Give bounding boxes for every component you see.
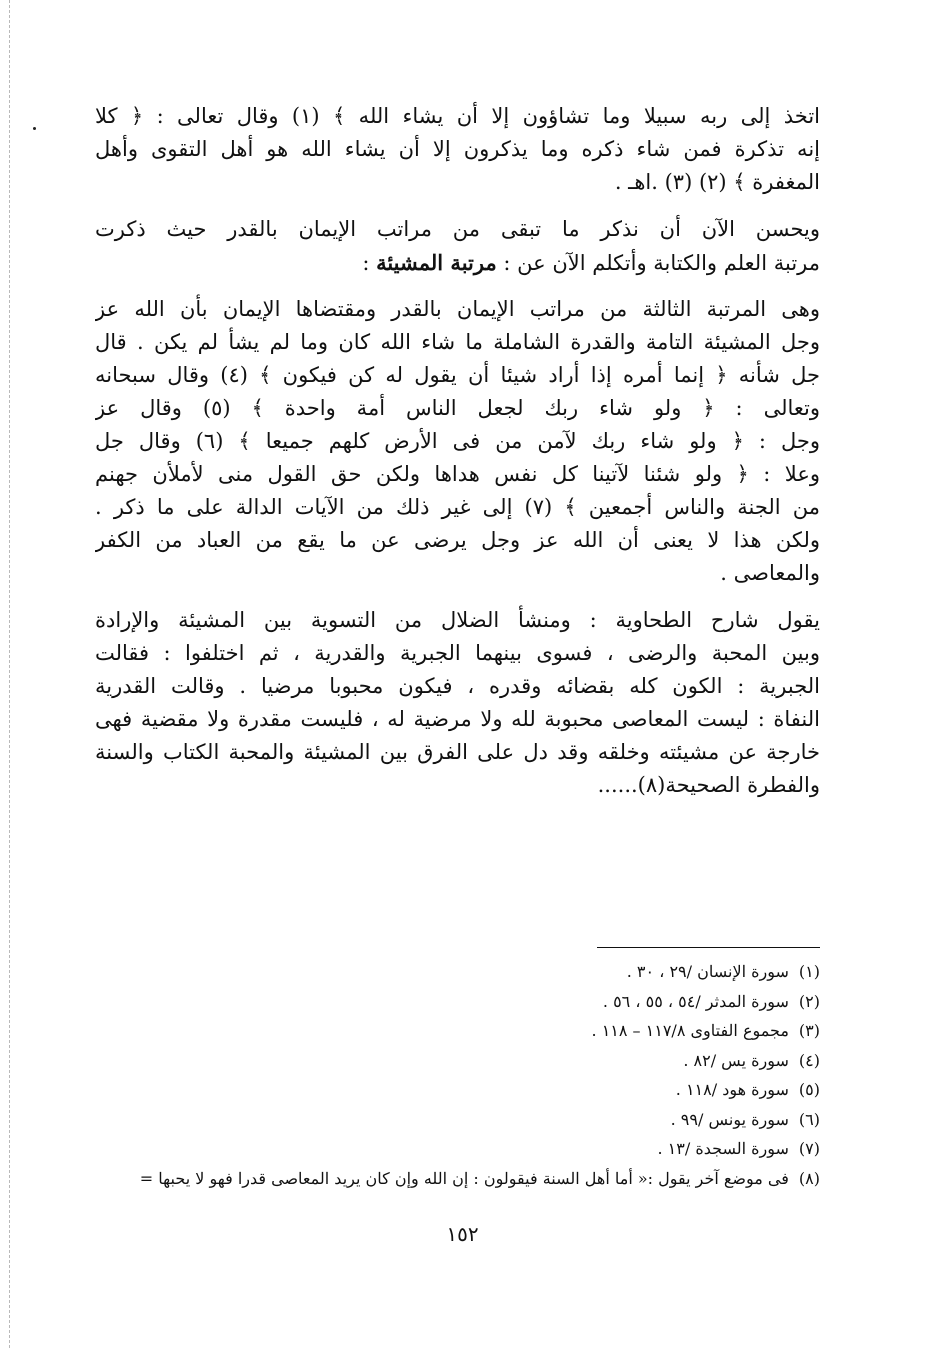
paragraph-3 <box>95 293 820 590</box>
footnote-number: (٧) <box>798 1139 820 1158</box>
footnotes <box>90 957 820 1193</box>
text-line-with-heading: مرتبة العلم والكتابة وأتكلم الآن عن : مرتبة المشيئة : <box>362 250 820 275</box>
text-line: من الجنة والناس أجمعين ﴾ (٧) إلى غير ذلك من الآيات الدالة على ما ذكر . <box>95 495 820 519</box>
footnote <box>90 1164 820 1194</box>
footnote-text: سورة هود /١١٨ . <box>675 1080 789 1099</box>
footnote-number: (٣) <box>798 1021 820 1040</box>
footnote-number: (٨) <box>798 1168 820 1188</box>
text-line: اتخذ إلى ربه سبيلا وما تشاؤون إلا أن يشاء الله ﴾ (١) وقال تعالى : ﴿ كلا <box>95 104 820 128</box>
heading-highlight: مرتبة المشيئة <box>376 250 497 275</box>
paragraph-1 <box>95 100 820 199</box>
margin-mark <box>33 127 36 130</box>
text-line: خارجة عن مشيئته وخلقه وقد دل على الفرق بين المشيئة والمحبة الكتاب والسنة <box>95 740 820 764</box>
footnote-separator <box>597 947 820 948</box>
text-line: المغفرة ﴾ (٢) (٣) .اهـ . <box>614 170 820 194</box>
text-line: وتعالى : ﴿ ولو شاء ربك لجعل الناس أمة واحدة ﴾ (٥) وقال عز <box>95 396 820 420</box>
text-line: وهى المرتبة الثالثة من مراتب الإيمان بالقدر ومقتضاها الإيمان بأن الله عز <box>95 297 820 321</box>
footnote-number: (٤) <box>798 1050 820 1070</box>
text-line: إنه تذكرة فمن شاء ذكره وما يذكرون إلا أن يشاء الله هو أهل التقوى وأهل <box>95 137 820 161</box>
text-line: ولكن هذا لا يعنى أن الله عز وجل يرضى عن ما يقع من العباد من الكفر <box>95 528 820 552</box>
footnote-number: (١) <box>798 962 820 981</box>
paragraph-4 <box>95 604 820 802</box>
footnote-number: (٢) <box>798 991 820 1011</box>
text-line: والفطرة الصحيحة(٨)...... <box>597 773 820 797</box>
footnote-text: سورة يونس /٩٩ . <box>670 1109 789 1129</box>
footnote <box>90 957 820 987</box>
footnote-text: سورة السجدة /١٣ . <box>657 1139 789 1158</box>
footnote-text: سورة يس /٨٢ . <box>683 1050 789 1070</box>
main-text <box>95 100 820 816</box>
paragraph-2 <box>95 213 820 279</box>
text-line: النفاة : ليست المعاصى محبوبة لله ولا مرضية له ، فليست مقدرة ولا مقضية فهى <box>95 707 820 731</box>
text-line: يقول شارح الطحاوية : ومنشأ الضلال من التسوية بين المشيئة والإرادة <box>95 608 820 632</box>
text-line: ويحسن الآن أن نذكر ما تبقى من مراتب الإيمان بالقدر حيث ذكرت <box>95 217 820 241</box>
text-line: وجل المشيئة التامة والقدرة الشاملة ما شاء الله كان وما لم يشأ لم يكن . قال <box>95 330 820 354</box>
footnote <box>90 1016 820 1046</box>
text-line: جل شأنه ﴿ إنما أمره إذا أراد شيئا أن يقول له كن فيكون ﴾ (٤) وقال سبحانه <box>95 363 820 387</box>
footnote <box>90 1134 820 1164</box>
text-line: وجل : ﴿ ولو شاء ربك لآمن من فى الأرض كلهم جميعا ﴾ (٦) وقال جل <box>95 429 820 453</box>
footnote <box>90 987 820 1017</box>
footnote <box>90 1075 820 1105</box>
footnote-number: (٥) <box>798 1080 820 1099</box>
footnote <box>90 1046 820 1076</box>
scan-edge-line <box>9 0 10 1348</box>
footnote <box>90 1105 820 1135</box>
footnote-text: سورة الإنسان /٢٩ ، ٣٠ . <box>626 962 789 981</box>
footnote-number: (٦) <box>798 1109 820 1129</box>
footnote-text: مجموع الفتاوى ١١٧/٨ – ١١٨ . <box>591 1021 789 1040</box>
text-line: وعلا : ﴿ ولو شئنا لآتينا كل نفس هداها ولكن حق القول منى لأملأن جهنم <box>95 462 820 486</box>
page-number: ١٥٢ <box>446 1222 479 1246</box>
text-line: والمعاصى . <box>720 561 820 585</box>
text-line: وبين المحبة والرضى ، فسوى بينهما الجبرية والقدرية ، ثم اختلفوا : فقالت <box>95 641 820 665</box>
footnote-text: سورة المدثر /٥٤ ، ٥٥ ، ٥٦ . <box>602 991 789 1011</box>
footnote-text: فى موضع آخر يقول :« أما أهل السنة فيقولون : إن الله وإن كان يريد المعاصى قدرا فهو لا يحبها = <box>139 1168 789 1188</box>
text-line: الجبرية : الكون كله بقضائه وقدره ، فيكون محبوبا مرضيا . وقالت القدرية <box>95 674 820 698</box>
